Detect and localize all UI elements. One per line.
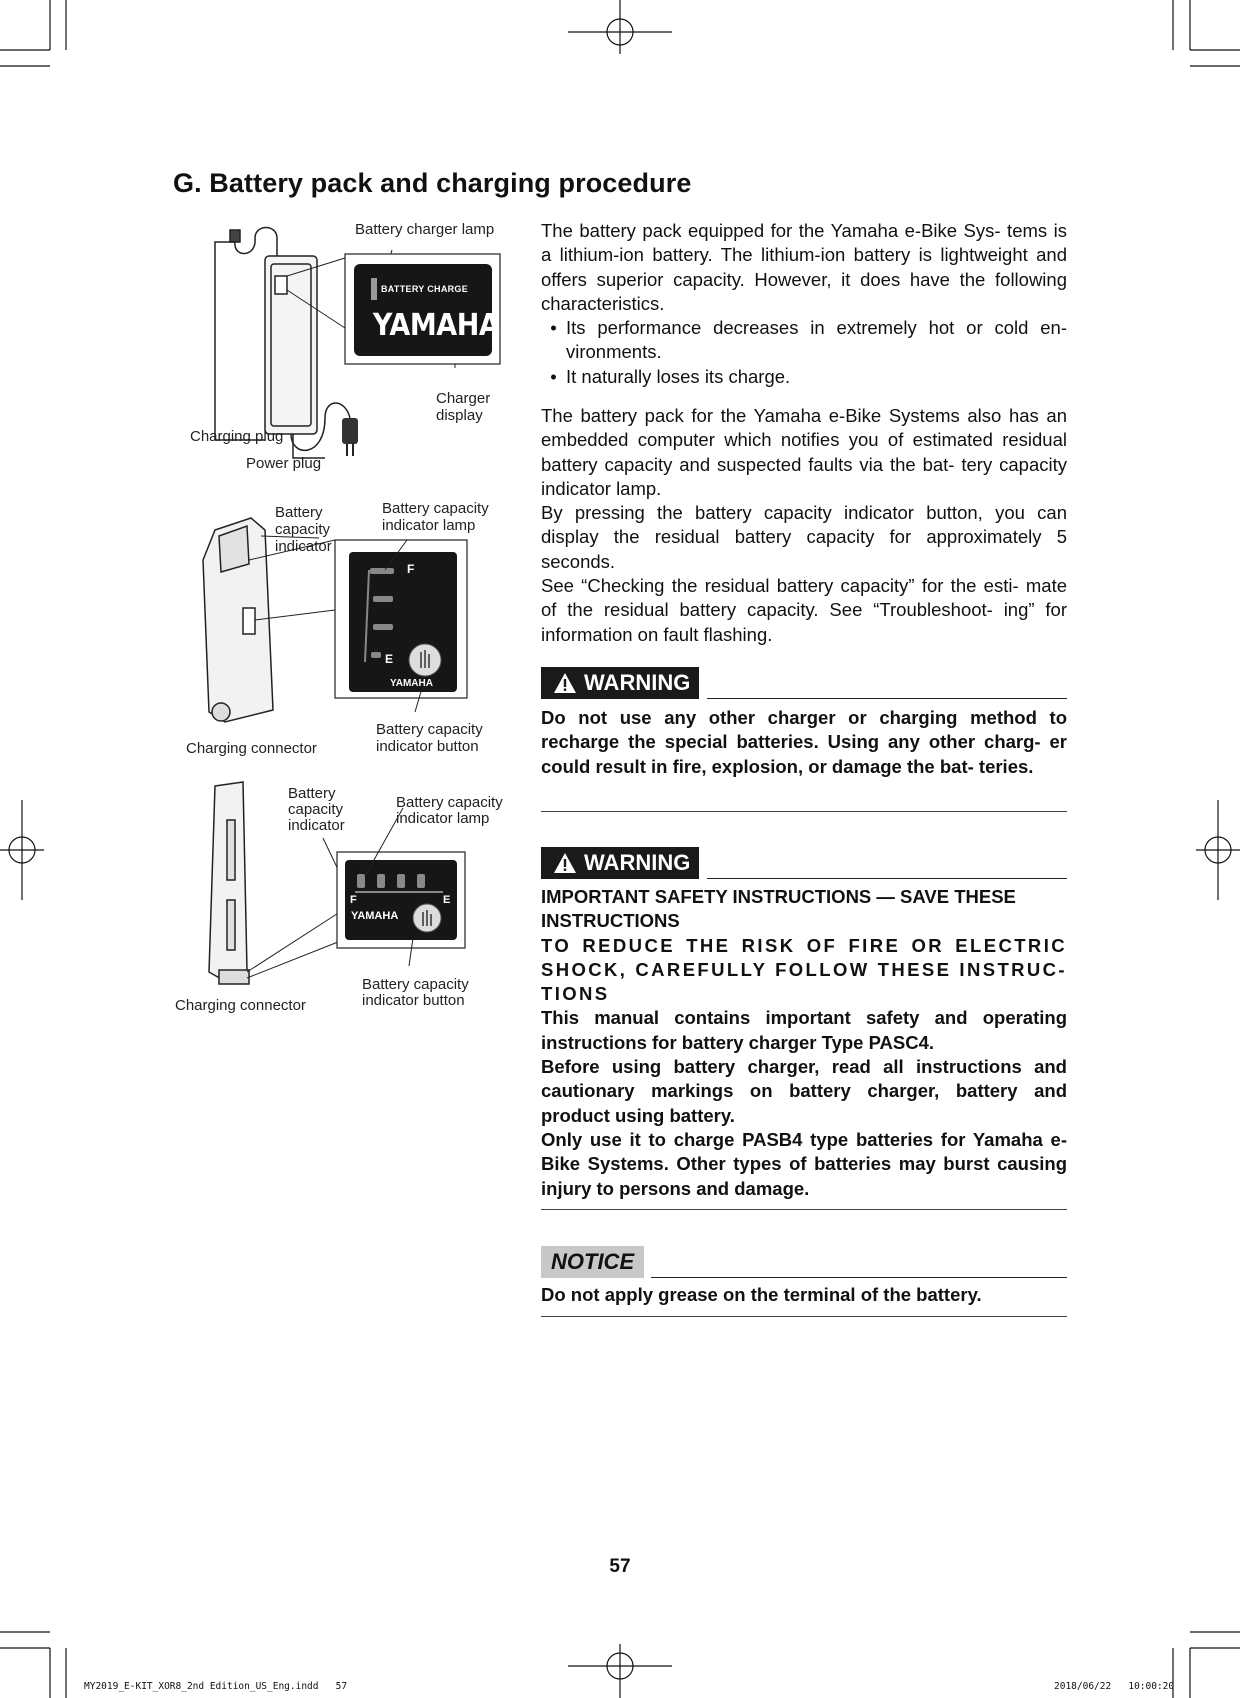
page-number: 57	[609, 1556, 631, 1577]
warning-rule	[707, 698, 1067, 699]
label-a-lamp-2: indicator lamp	[382, 517, 476, 534]
bullet-text: Its performance decreases in extremely hot or cold en- vironments.	[566, 317, 1067, 363]
notice-body: Do not apply grease on the terminal of the battery.	[541, 1284, 982, 1305]
notice-bottom-rule	[541, 1316, 1067, 1317]
safety-line-3: This manual contains important safety and operating instructions for battery charger Type PASC4.	[541, 1007, 1067, 1053]
warning-label: WARNING	[584, 670, 691, 695]
charger-badge-text: BATTERY CHARGE	[381, 284, 469, 294]
battery-figure-a	[185, 500, 505, 740]
label-battery-charger-lamp: Battery charger lamp	[355, 221, 495, 238]
label-charging-plug: Charging plug	[190, 428, 284, 445]
label-a-indicator-2: capacity	[275, 521, 331, 538]
safety-line-4: Before using battery charger, read all instructions and cautionary markings on battery charger, battery and product using battery.	[541, 1056, 1067, 1126]
notice-text	[541, 1283, 1067, 1307]
charger-brand-logo: YAMAHA	[372, 308, 500, 343]
intro-paragraph-3: By pressing the battery capacity indicator button, you can display the residual battery capacity for approximately 5 seconds.	[541, 502, 1067, 572]
intro-paragraph-1: The battery pack equipped for the Yamaha e-Bike Sys- tems is a lithium-ion battery. The lithium-ion battery is lightweight and offers superior capacity. However, it does have the following characteristics.	[541, 220, 1067, 314]
footer-timestamp: 2018/06/22 10:00:20	[1054, 1681, 1175, 1692]
warning-1-bottom-rule	[541, 811, 1067, 812]
intro-paragraph-2: The battery pack for the Yamaha e-Bike Systems also has an embedded computer which notifies you of estimated residual battery capacity and suspected faults via the bat- tery capacity indicator lamp.	[541, 405, 1067, 499]
warning-text-1	[541, 706, 1067, 779]
label-a-button-2: indicator button	[376, 738, 479, 755]
warning-label: WARNING	[584, 850, 691, 875]
label-a-indicator-1: Battery	[275, 504, 323, 521]
warning-triangle-icon	[553, 852, 577, 874]
label-b-button-2: indicator button	[362, 992, 465, 1009]
notice-rule	[651, 1277, 1067, 1278]
bullet-item	[541, 316, 1067, 365]
label-charger-display-2: display	[436, 407, 483, 424]
battery-b-full-mark: F	[350, 894, 357, 906]
warning-header-2	[541, 847, 1067, 879]
battery-a-empty-mark: E	[385, 652, 394, 666]
safety-heading: IMPORTANT SAFETY INSTRUCTIONS — SAVE THESE INSTRUCTIONS	[541, 886, 1016, 932]
battery-a-full-mark: F	[407, 562, 415, 576]
warning-text-2	[541, 885, 1067, 1201]
label-charger-display-1: Charger	[436, 390, 491, 407]
battery-b-panel	[345, 860, 457, 940]
safety-caps: TO REDUCE THE RISK OF FIRE OR ELECTRIC SHOCK, CAREFULLY FOLLOW THESE INSTRUC- TIONS	[541, 934, 1067, 1005]
label-b-indicator-1: Battery	[288, 785, 336, 802]
label-power-plug: Power plug	[246, 455, 322, 472]
computer-block	[541, 404, 1067, 647]
bullet-icon: •	[550, 317, 557, 339]
label-a-charging-connector: Charging connector	[186, 740, 317, 757]
power-plug-icon	[342, 418, 358, 456]
battery-b-empty-mark: E	[443, 894, 451, 906]
notice-header	[541, 1246, 1067, 1278]
label-b-indicator-3: indicator	[288, 817, 345, 834]
notice-label: NOTICE	[541, 1246, 644, 1278]
label-a-indicator-3: indicator	[275, 538, 332, 555]
label-b-button-1: Battery capacity	[362, 976, 469, 993]
label-b-indicator-2: capacity	[288, 801, 344, 818]
section-title: G. Battery pack and charging procedure	[173, 168, 692, 198]
footer-file-info: MY2019_E-KIT_XOR8_2nd Edition_US_Eng.indd 57	[84, 1681, 348, 1692]
warning-header-1	[541, 667, 1067, 699]
bullet-icon: •	[550, 365, 557, 387]
label-b-lamp-1: Battery capacity	[396, 794, 503, 811]
battery-a-panel	[349, 552, 457, 692]
label-a-button-1: Battery capacity	[376, 721, 483, 738]
warning-2-bottom-rule	[541, 1209, 1067, 1210]
battery-a-illustration	[185, 500, 505, 740]
warning-1-body: Do not use any other charger or charging method to recharge the special batteries. Using any other charg- er could result in fire, explosion, or damage the bat- teries.	[541, 707, 1067, 777]
battery-a-brand: YAMAHA	[390, 678, 433, 689]
safety-line-5: Only use it to charge PASB4 type batteries for Yamaha e-Bike Systems. Other types of batteries may burst causing injury to persons and damage.	[541, 1128, 1067, 1199]
bullet-item	[541, 365, 1067, 389]
intro-paragraph-4: See “Checking the residual battery capacity” for the esti- mate of the residual battery capacity. See “Troubleshoot- ing” for information on fault flashing.	[541, 575, 1067, 645]
battery-b-brand: YAMAHA	[351, 910, 399, 922]
warning-rule	[707, 878, 1067, 879]
bullet-text: It naturally loses its charge.	[566, 365, 791, 387]
warning-triangle-icon	[553, 672, 577, 694]
charger-lamp	[371, 278, 377, 300]
label-a-lamp-1: Battery capacity	[382, 500, 489, 517]
label-b-charging-connector: Charging connector	[175, 997, 306, 1014]
intro-block	[541, 219, 1067, 389]
label-b-lamp-2: indicator lamp	[396, 810, 490, 827]
